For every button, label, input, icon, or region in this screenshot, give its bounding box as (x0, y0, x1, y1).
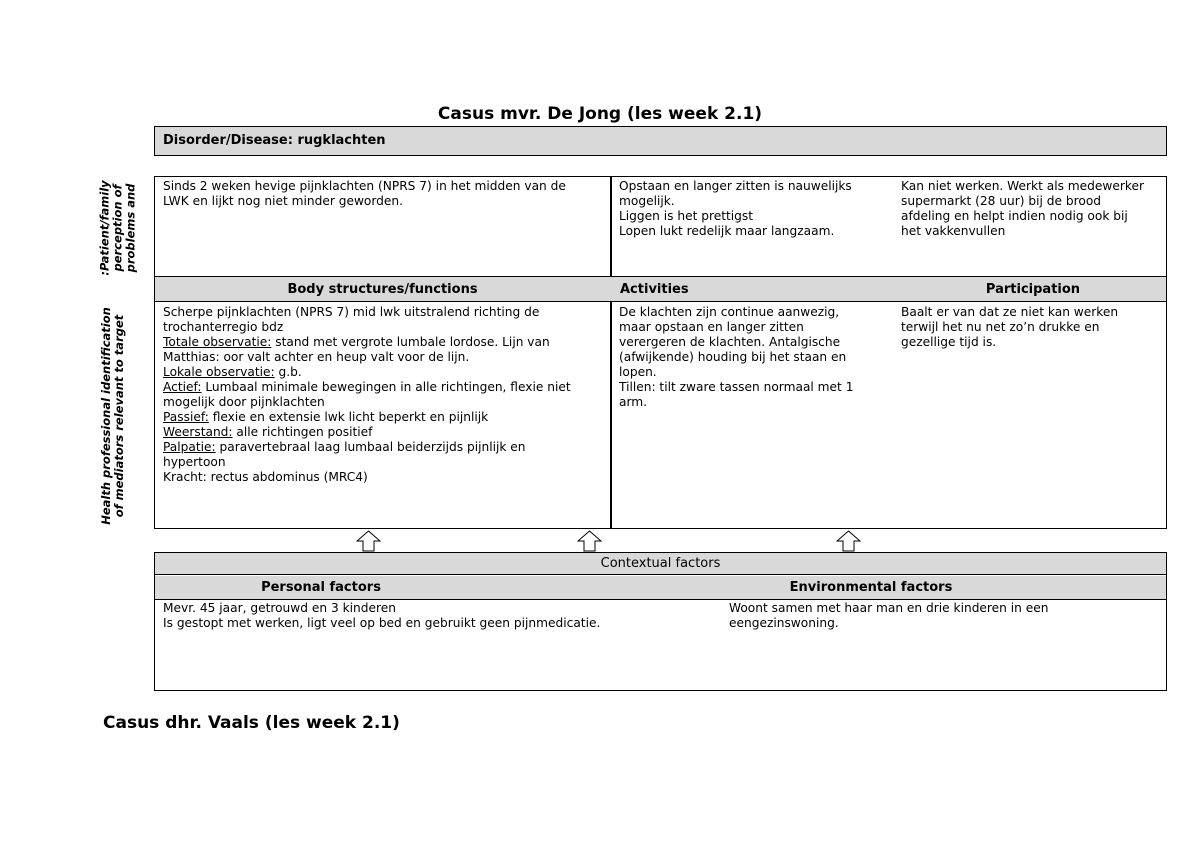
side-label-patient: :Patient/family perception of problems and (97, 180, 138, 276)
patient-participation-text: Kan niet werken. Werkt als medewerker supermarkt (28 uur) bij de brood afdeling en helpt indien nodig ook bij het vakkenvullen (901, 179, 1145, 238)
participation-text: Baalt er van dat ze niet kan werken terwijl het nu net zo’n drukke en gezellige tijd is. (901, 305, 1119, 349)
up-arrow-icon (577, 530, 602, 552)
environmental-factors-text: Woont samen met haar man en drie kinderen in een eengezinswoning. (729, 601, 1049, 630)
disorder-header: Disorder/Disease: rugklachten (154, 126, 1167, 156)
contextual-factors-table (154, 552, 1167, 691)
header-body-structures: Body structures/functions (287, 282, 478, 297)
personal-factors-text: Mevr. 45 jaar, getrouwd en 3 kinderen Is gestopt met werken, ligt veel op bed en gebruikt geen pijnmedicatie. (163, 601, 601, 630)
header-environmental-factors: Environmental factors (789, 580, 953, 595)
side-label-professional: Health professional identification of mediators relevant to target (99, 307, 126, 525)
body-structures-text: Scherpe pijnklachten (NPRS 7) mid lwk uitstralend richting de trochanterregio bdz Totale observatie: stand met vergrote lumbale lordose. Lijn van Matthias: oor valt achter en heup valt voor de lijn. Lokale observatie: g.b. Actief: Lumbaal minimale bewegingen in alle richtingen, flexie niet mogelijk door pijnklachten Passief: flexie en extensie lwk licht beperkt en pijnlijk Weerstand: alle richtingen positief Palpatie: paravertebraal laag lumbaal beiderzijds pijnlijk en hypertoon Kracht: rectus abdominus (MRC4) (163, 305, 571, 484)
patient-perception-text: Sinds 2 weken hevige pijnklachten (NPRS 7) in het midden van de LWK en lijkt nog niet minder geworden. (163, 179, 566, 208)
up-arrow-icon (836, 530, 861, 552)
activities-text: De klachten zijn continue aanwezig, maar opstaan en langer zitten verergeren de klachten. Antalgische (afwijkende) houding bij het staan en lopen. Tillen: tilt zware tassen normaal met 1 arm. (619, 305, 854, 409)
header-participation: Participation (985, 282, 1081, 297)
page-title: Casus mvr. De Jong (les week 2.1) (437, 104, 763, 124)
contextual-header: Contextual factors (600, 556, 721, 571)
header-personal-factors: Personal factors (261, 580, 381, 595)
up-arrow-icon (356, 530, 381, 552)
icf-grid (154, 176, 1167, 529)
case2-title: Casus dhr. Vaals (les week 2.1) (103, 713, 400, 733)
header-activities: Activities (620, 282, 689, 297)
patient-activities-text: Opstaan en langer zitten is nauwelijks mogelijk. Liggen is het prettigst Lopen lukt redelijk maar langzaam. (619, 179, 852, 238)
